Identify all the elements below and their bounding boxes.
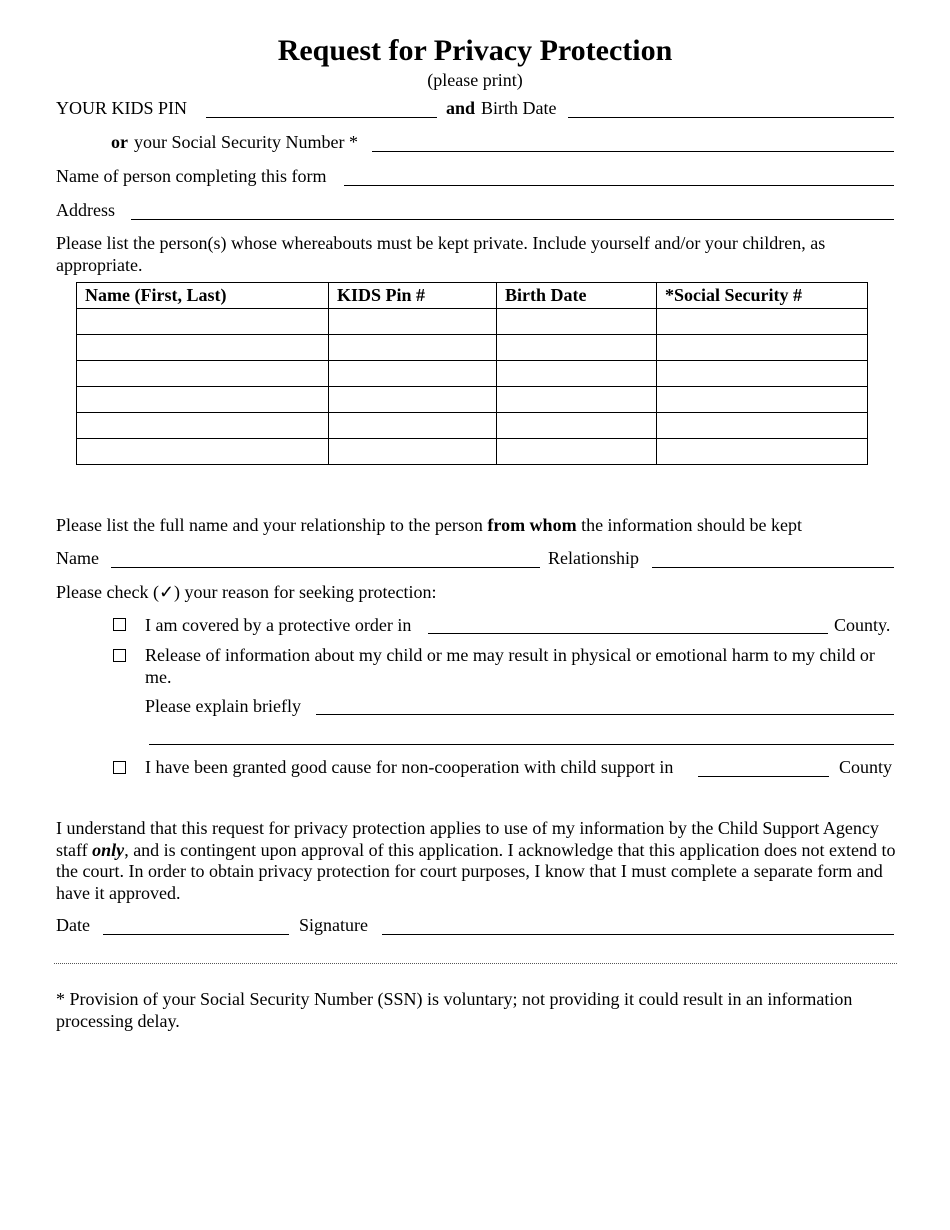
table-row — [77, 361, 868, 387]
column-header-kids-pin: KIDS Pin # — [329, 283, 497, 309]
birth-date-label: Birth Date — [481, 98, 557, 118]
table-cell[interactable] — [77, 309, 329, 335]
table-cell[interactable] — [657, 387, 868, 413]
table-row — [77, 387, 868, 413]
relationship-instruction — [56, 515, 802, 536]
date-field[interactable] — [103, 934, 289, 935]
ssn-field[interactable] — [372, 151, 894, 152]
column-header-name: Name (First, Last) — [77, 283, 329, 309]
or-label: or — [111, 132, 128, 152]
kids-pin-label: YOUR KIDS PIN — [56, 98, 188, 118]
protective-order-county-field[interactable] — [428, 633, 828, 634]
table-cell[interactable] — [497, 387, 657, 413]
signature-label: Signature — [299, 915, 368, 935]
kids-pin-field[interactable] — [206, 117, 437, 118]
table-cell[interactable] — [497, 413, 657, 439]
acknowledgement-emphasis: only — [92, 839, 125, 860]
table-cell[interactable] — [329, 439, 497, 465]
table-cell[interactable] — [657, 413, 868, 439]
and-label: and — [446, 98, 476, 118]
good-cause-county-label: County — [839, 757, 893, 777]
table-cell[interactable] — [77, 439, 329, 465]
date-label: Date — [56, 915, 90, 935]
relationship-field[interactable] — [652, 567, 894, 568]
harm-risk-label: Release of information about my child or me may result in physical or emotional harm to my child or me. — [145, 645, 875, 687]
acknowledgement-post: , and is contingent upon approval of this application. I acknowledge that this application does not extend to the court. In order to obtain privacy protection for court purposes, I know that I must complete a separate form and have it approved. — [56, 839, 896, 903]
table-cell[interactable] — [657, 361, 868, 387]
ssn-label: your Social Security Number * — [134, 132, 358, 152]
good-cause-county-field[interactable] — [698, 776, 829, 777]
completer-name-label: Name of person completing this form — [56, 166, 327, 186]
table-cell[interactable] — [329, 387, 497, 413]
explain-field-line-1[interactable] — [316, 714, 894, 715]
table-row — [77, 413, 868, 439]
table-cell[interactable] — [329, 309, 497, 335]
column-header-birth-date: Birth Date — [497, 283, 657, 309]
ssn-footnote: * Provision of your Social Security Number (SSN) is voluntary; not providing it could result in an information processing delay. — [56, 989, 853, 1031]
page-subtitle: (please print) — [427, 70, 523, 90]
table-cell[interactable] — [497, 361, 657, 387]
protective-order-checkbox[interactable] — [113, 618, 126, 631]
footnote-divider — [54, 963, 897, 964]
protective-order-label: I am covered by a protective order in — [145, 615, 412, 635]
protective-order-county-label: County. — [834, 615, 891, 635]
acknowledgement-pre: I understand that this request for privacy protection applies to use of my information by the Child Support Agency staff — [56, 818, 879, 860]
table-cell[interactable] — [329, 361, 497, 387]
table-cell[interactable] — [657, 335, 868, 361]
table-cell[interactable] — [329, 335, 497, 361]
persons-table — [76, 282, 868, 465]
signature-field[interactable] — [382, 934, 894, 935]
good-cause-checkbox[interactable] — [113, 761, 126, 774]
abuser-name-label: Name — [56, 548, 99, 568]
explain-field-line-2[interactable] — [149, 744, 894, 745]
table-cell[interactable] — [77, 361, 329, 387]
birth-date-field[interactable] — [568, 117, 894, 118]
relationship-instruction-pre: Please list the full name and your relationship to the person — [56, 515, 483, 535]
address-field[interactable] — [131, 219, 894, 220]
acknowledgement-paragraph — [56, 818, 896, 904]
table-cell[interactable] — [497, 309, 657, 335]
abuser-name-field[interactable] — [111, 567, 540, 568]
table-header-row — [77, 283, 868, 309]
page-title: Request for Privacy Protection — [277, 34, 673, 67]
explain-label: Please explain briefly — [145, 696, 301, 716]
relationship-instruction-post: the information should be kept — [581, 515, 803, 535]
table-cell[interactable] — [77, 335, 329, 361]
relationship-instruction-bold: from whom — [487, 515, 577, 535]
table-cell[interactable] — [329, 413, 497, 439]
reasons-prompt: Please check (✓) your reason for seeking protection: — [56, 582, 437, 602]
harm-risk-checkbox[interactable] — [113, 649, 126, 662]
table-cell[interactable] — [77, 387, 329, 413]
good-cause-label: I have been granted good cause for non-cooperation with child support in — [145, 757, 674, 777]
completer-name-field[interactable] — [344, 185, 894, 186]
table-cell[interactable] — [497, 335, 657, 361]
table-row — [77, 335, 868, 361]
table-cell[interactable] — [657, 309, 868, 335]
column-header-ssn: *Social Security # — [657, 283, 868, 309]
table-cell[interactable] — [77, 413, 329, 439]
relationship-label: Relationship — [548, 548, 639, 568]
table-row — [77, 309, 868, 335]
persons-instruction: Please list the person(s) whose whereabouts must be kept private. Include yourself and/or your children, as appropriate. — [56, 233, 826, 275]
table-row — [77, 439, 868, 465]
table-cell[interactable] — [657, 439, 868, 465]
address-label: Address — [56, 200, 115, 220]
table-cell[interactable] — [497, 439, 657, 465]
